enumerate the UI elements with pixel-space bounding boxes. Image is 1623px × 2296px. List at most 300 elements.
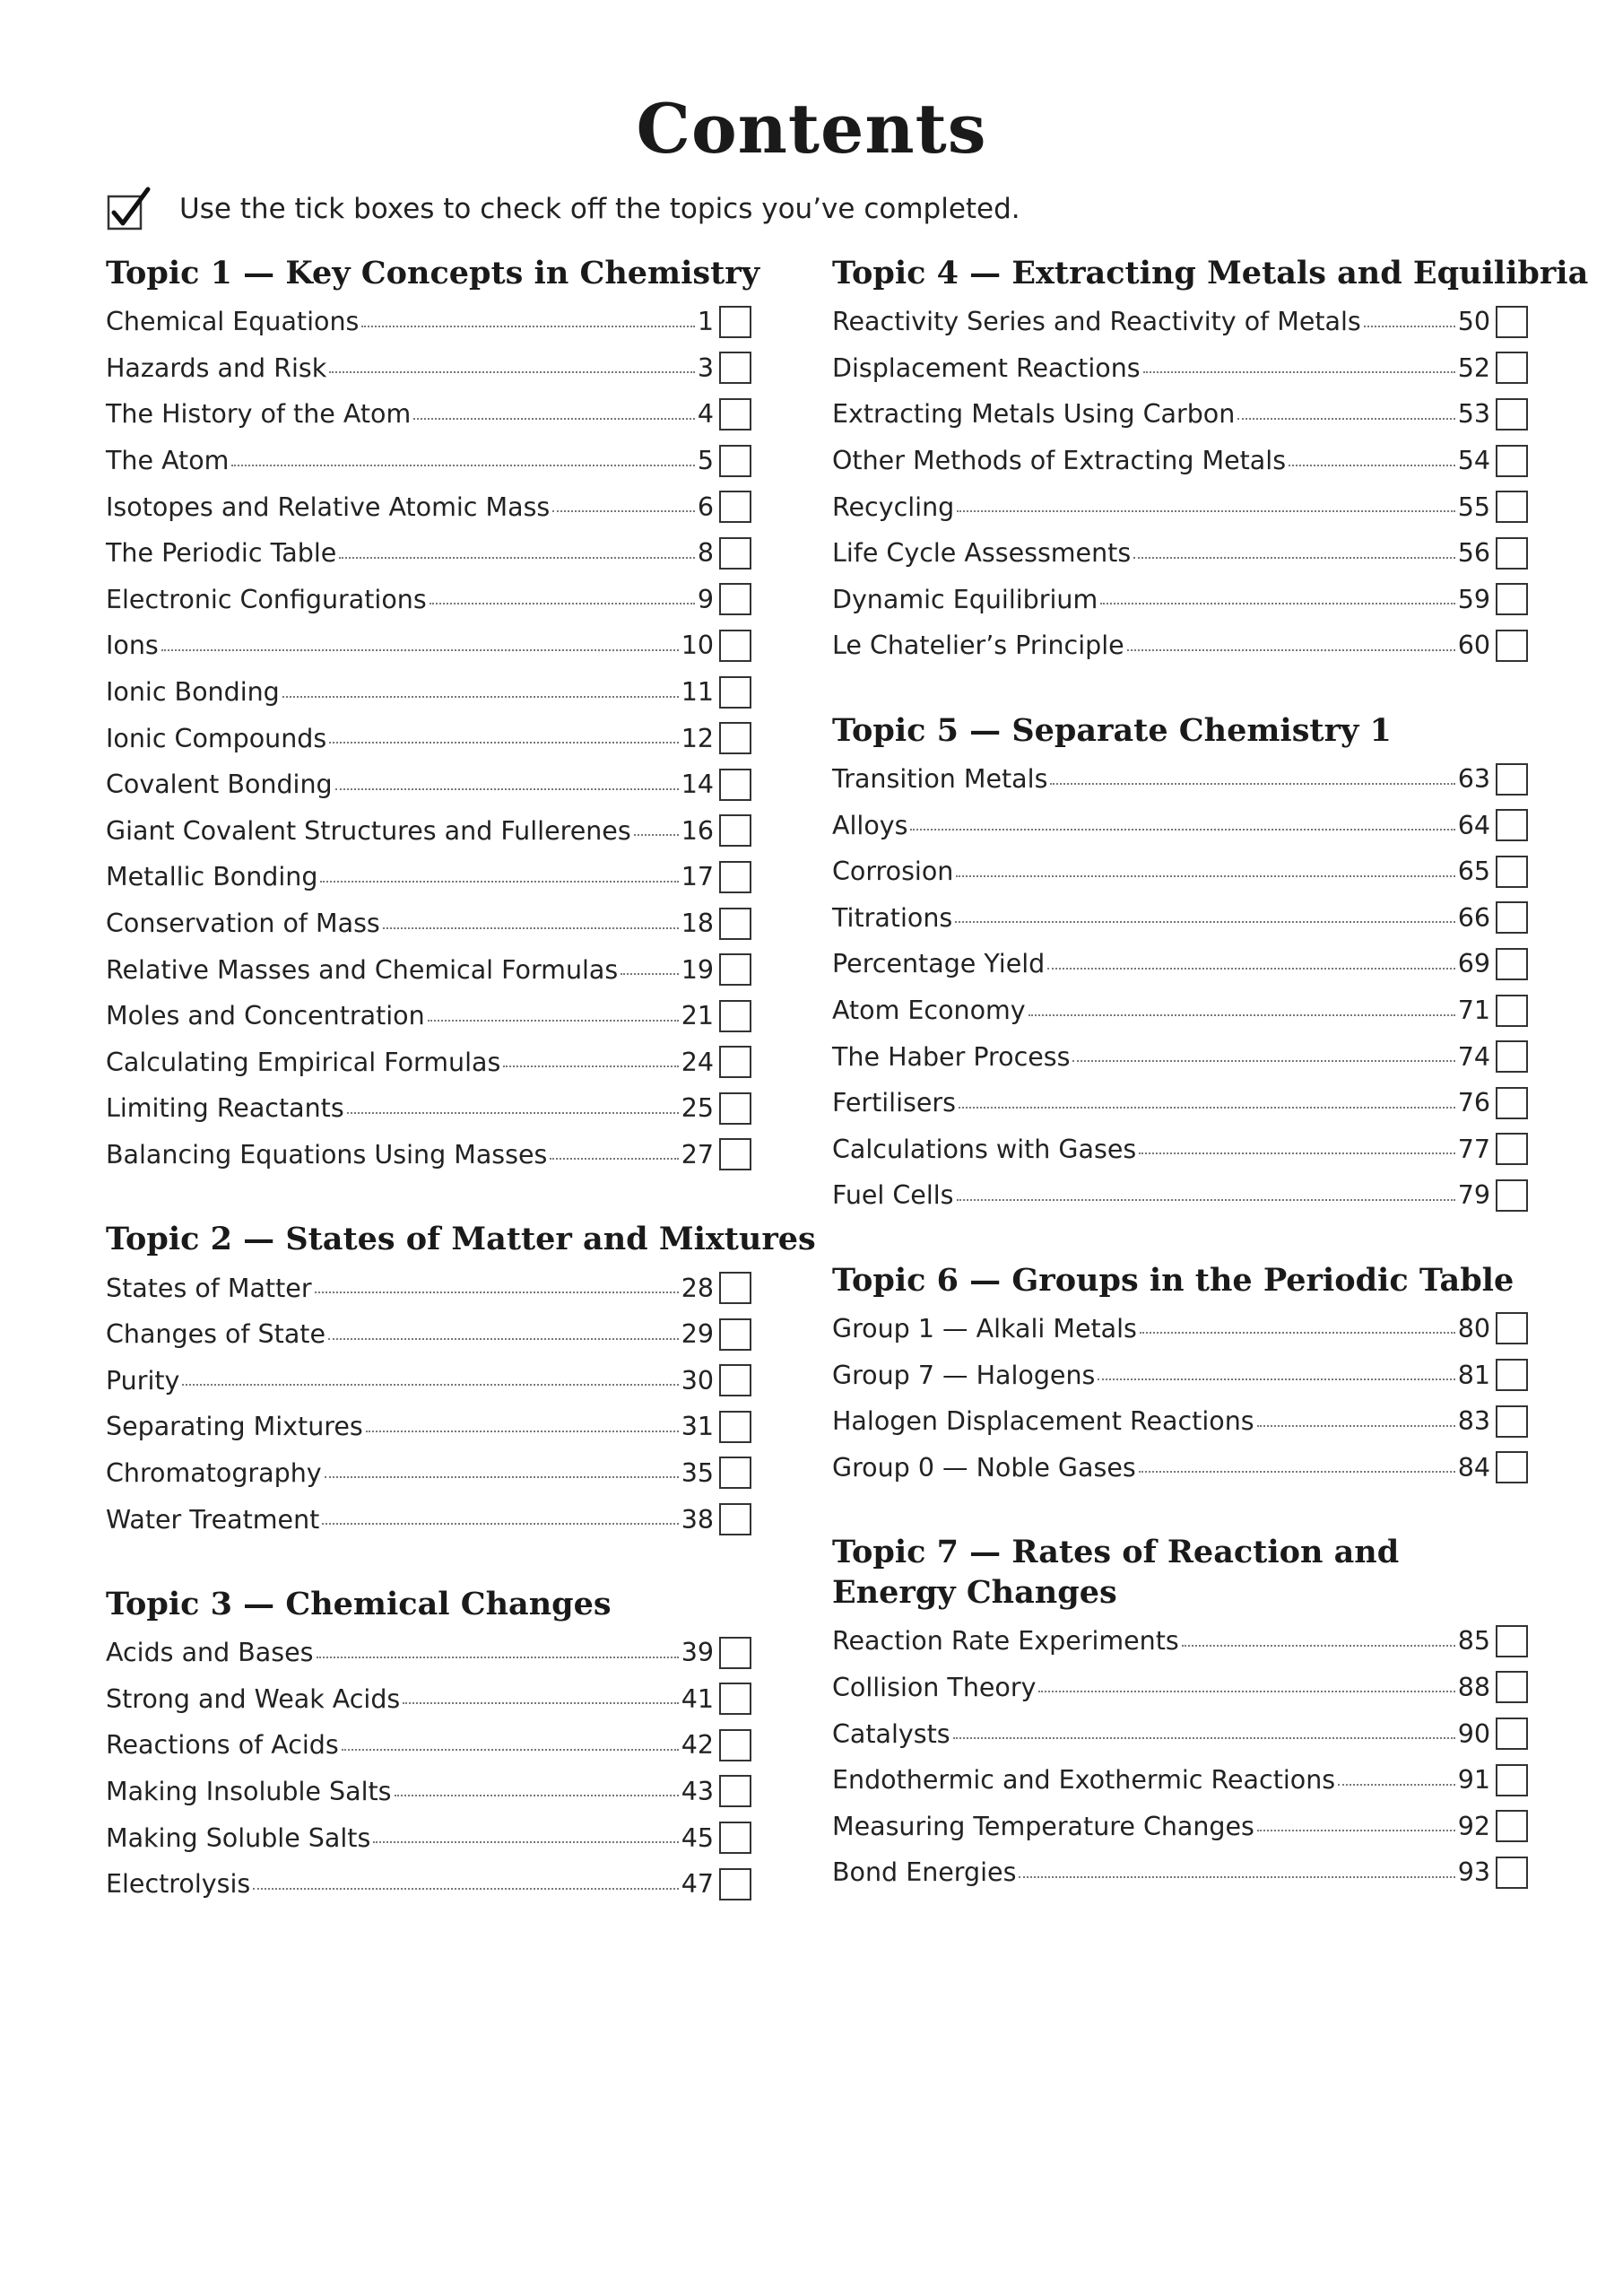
tick-box[interactable] [1496,491,1528,523]
contents-entry-metallic-bonding [106,854,751,900]
entry-title: Making Soluble Salts [106,1822,371,1853]
entry-page-number: 16 [681,815,714,846]
contents-entry-atom-economy [832,987,1528,1034]
dot-leader [1127,649,1455,651]
dot-leader [1038,1691,1454,1692]
entry-page-number: 45 [681,1822,714,1853]
tick-box[interactable] [719,1729,751,1761]
dot-leader [182,1384,678,1386]
entry-page-number: 80 [1457,1313,1490,1344]
entry-title: Ionic Compounds [106,723,327,753]
dot-leader [957,1199,1455,1201]
tick-box[interactable] [719,908,751,940]
contents-entry-bond-energies [832,1849,1528,1896]
entry-page-number: 8 [697,538,714,569]
contents-entry-halogen-displacement-reactions [832,1398,1528,1445]
contents-entry-electronic-configurations [106,577,751,623]
contents-entry-fertilisers [832,1080,1528,1126]
dot-leader [342,1749,679,1751]
contents-entry-water-treatment [106,1496,751,1543]
entry-title: Halogen Displacement Reactions [832,1406,1254,1437]
contents-entry-giant-covalent-structures-and-fullerenes [106,808,751,855]
entry-page-number: 6 [697,491,714,522]
entry-title: Life Cycle Assessments [832,538,1132,569]
entry-page-number: 56 [1457,538,1490,569]
entry-title: The Periodic Table [106,538,337,569]
contents-entry-life-cycle-assessments [832,530,1528,577]
entry-title: Strong and Weak Acids [106,1683,401,1714]
entry-page-number: 84 [1457,1452,1490,1483]
tick-box[interactable] [719,1364,751,1396]
contents-entry-dynamic-equilibrium [832,577,1528,623]
tick-box[interactable] [1496,398,1528,430]
entry-page-number: 11 [681,677,714,708]
contents-entry-acids-and-bases [106,1630,751,1676]
contents-entry-separating-mixtures [106,1404,751,1450]
tick-box[interactable] [719,491,751,523]
dot-leader [430,603,695,604]
dot-leader [322,1523,678,1525]
entry-title: Group 1 — Alkali Metals [832,1313,1137,1344]
contents-entry-moles-and-concentration [106,993,751,1039]
entry-page-number: 24 [681,1047,714,1077]
contents-entry-ionic-bonding [106,669,751,716]
entry-page-number: 91 [1457,1765,1490,1796]
dot-leader [1133,557,1455,559]
contents-entry-making-soluble-salts [106,1814,751,1861]
entry-page-number: 43 [681,1776,714,1806]
contents-entry-group-0-noble-gases [832,1444,1528,1491]
entry-title: Endothermic and Exothermic Reactions [832,1765,1336,1796]
contents-entry-percentage-yield [832,941,1528,987]
entry-page-number: 3 [697,352,714,383]
entry-page-number: 90 [1457,1718,1490,1749]
tick-box[interactable] [1496,1405,1528,1438]
contents-entry-conservation-of-mass [106,900,751,947]
dot-leader [328,1338,679,1340]
tick-box[interactable] [1496,583,1528,615]
entry-title: Balancing Equations Using Masses [106,1139,548,1170]
contents-entry-the-periodic-table [106,530,751,577]
tick-box[interactable] [1496,1764,1528,1796]
entry-title: Titrations [832,902,953,933]
dot-leader [1182,1645,1455,1647]
tick-box[interactable] [1496,630,1528,662]
dot-leader [282,696,679,698]
entry-title: Calculations with Gases [832,1134,1137,1164]
topic-heading [106,253,760,293]
contents-entry-other-methods-of-extracting-metals [832,438,1528,484]
dot-leader [1028,1014,1455,1016]
entry-page-number: 28 [681,1273,714,1303]
dot-leader [552,510,695,512]
tick-box[interactable] [719,1503,751,1535]
tick-box[interactable] [719,630,751,662]
entry-title: Percentage Yield [832,949,1046,979]
topic-heading [106,1219,816,1259]
entry-title: Displacement Reactions [832,352,1141,383]
entry-page-number: 9 [697,584,714,614]
tick-box[interactable] [719,352,751,384]
dot-leader [957,510,1454,512]
tick-box-icon [106,186,152,232]
entry-page-number: 85 [1457,1626,1490,1657]
entry-title: Chromatography [106,1457,322,1488]
entry-page-number: 60 [1457,631,1490,661]
tick-box[interactable] [1496,352,1528,384]
dot-leader [953,1737,1455,1739]
contents-entry-relative-masses-and-chemical-formulas [106,946,751,993]
entry-title: Other Methods of Extracting Metals [832,446,1287,476]
contents-entry-limiting-reactants [106,1085,751,1132]
tick-box[interactable] [719,1683,751,1715]
entry-page-number: 41 [681,1683,714,1714]
entry-title: Separating Mixtures [106,1412,363,1442]
topic-heading-line: Topic 1 — Key Concepts in Chemistry [106,255,760,291]
tick-box[interactable] [719,769,751,801]
entry-title: Corrosion [832,857,954,887]
contents-entry-collision-theory [832,1665,1528,1711]
dot-leader [1140,1332,1455,1334]
dot-leader [959,1107,1455,1109]
tick-box[interactable] [719,1411,751,1443]
entry-title: Reactivity Series and Reactivity of Metals [832,307,1361,337]
contents-entry-reaction-rate-experiments [832,1618,1528,1665]
topic-heading-line: Topic 4 — Extracting Metals and Equilibria [832,255,1589,291]
dot-leader [361,326,695,327]
entry-title: Metallic Bonding [106,862,318,892]
dot-leader [1139,1152,1455,1154]
dot-leader [347,1112,679,1114]
contents-entry-reactivity-series-and-reactivity-of-metals [832,299,1528,345]
entry-page-number: 38 [681,1504,714,1535]
tick-box[interactable] [1496,1857,1528,1889]
contents-entry-covalent-bonding [106,761,751,808]
tick-box[interactable] [1496,763,1528,796]
tick-box[interactable] [719,1637,751,1669]
contents-entry-extracting-metals-using-carbon [832,391,1528,438]
entry-title: Fertilisers [832,1088,956,1118]
entry-title: Limiting Reactants [106,1093,344,1124]
dot-leader [1257,1425,1455,1427]
entry-page-number: 74 [1457,1041,1490,1072]
contents-entry-hazards-and-risk [106,345,751,392]
contents-entry-strong-and-weak-acids [106,1675,751,1722]
topic-section [106,1219,816,1543]
contents-entry-purity [106,1357,751,1404]
entry-page-number: 35 [681,1457,714,1488]
entry-title: Moles and Concentration [106,1001,425,1031]
tick-box[interactable] [719,814,751,847]
entry-page-number: 39 [681,1638,714,1668]
dot-leader [1072,1060,1454,1062]
dot-leader [621,973,678,975]
dot-leader [315,1292,679,1293]
dot-leader [1338,1784,1455,1786]
dot-leader [335,788,679,790]
tick-box[interactable] [719,1138,751,1170]
topic-section [832,1260,1528,1491]
entry-page-number: 59 [1457,584,1490,614]
topic-section [832,253,1589,669]
tick-box[interactable] [719,1868,751,1900]
tick-box[interactable] [719,1046,751,1078]
page-title: Contents [636,89,987,169]
entry-page-number: 79 [1457,1180,1490,1211]
tick-box[interactable] [1496,1179,1528,1212]
entry-title: Hazards and Risk [106,352,327,383]
entry-page-number: 25 [681,1093,714,1124]
contents-entry-recycling [832,483,1528,530]
entry-page-number: 4 [697,399,714,430]
contents-entry-chromatography [106,1450,751,1497]
entry-page-number: 66 [1457,902,1490,933]
tick-box[interactable] [1496,901,1528,934]
topic-heading [832,710,1528,751]
entry-page-number: 19 [681,954,714,985]
entry-title: Ions [106,631,159,661]
entry-page-number: 42 [681,1730,714,1761]
dot-leader [366,1431,679,1432]
tick-box[interactable] [719,445,751,477]
tick-box[interactable] [719,306,751,338]
tick-box[interactable] [719,722,751,754]
entry-title: Water Treatment [106,1504,320,1535]
entry-title: Electronic Configurations [106,584,427,614]
dot-leader [634,834,679,836]
contents-entry-electrolysis [106,1861,751,1908]
entry-title: Dynamic Equilibrium [832,584,1098,614]
dot-leader [329,371,695,373]
entry-title: Ionic Bonding [106,677,280,708]
tick-box[interactable] [1496,1718,1528,1750]
instruction-text: Use the tick boxes to check off the topics you’ve completed. [179,193,1020,225]
topic-heading [832,253,1589,293]
tick-box[interactable] [719,1775,751,1807]
tick-box[interactable] [1496,1359,1528,1391]
entry-title: Catalysts [832,1718,950,1749]
tick-box[interactable] [1496,1451,1528,1483]
tick-box[interactable] [1496,948,1528,980]
tick-box[interactable] [719,1272,751,1304]
entry-title: States of Matter [106,1273,312,1303]
dot-leader [395,1795,679,1796]
entry-page-number: 81 [1457,1360,1490,1390]
entry-title: Extracting Metals Using Carbon [832,399,1236,430]
entry-title: Covalent Bonding [106,770,333,800]
topic-heading [106,1584,751,1624]
entry-title: Fuel Cells [832,1180,954,1211]
contents-entry-making-insoluble-salts [106,1769,751,1815]
topic-heading-line: Energy Changes [832,1574,1117,1612]
entry-title: Purity [106,1365,180,1396]
topic-section [106,253,760,1178]
entry-title: Relative Masses and Chemical Formulas [106,954,619,985]
topic-heading [832,1260,1528,1300]
tick-box[interactable] [1496,1625,1528,1657]
dot-leader [1019,1876,1454,1878]
contents-entry-le-chatelier-s-principle [832,622,1528,669]
entry-title: Bond Energies [832,1857,1017,1888]
entry-title: Electrolysis [106,1869,251,1900]
contents-entry-calculating-empirical-formulas [106,1039,751,1086]
left-column [106,253,816,1948]
entry-page-number: 18 [681,909,714,939]
entry-title: The Haber Process [832,1041,1071,1072]
contents-entry-corrosion [832,848,1528,895]
contents-entry-group-1-alkali-metals [832,1306,1528,1352]
entry-page-number: 31 [681,1412,714,1442]
tick-box[interactable] [719,583,751,615]
tick-box[interactable] [719,1000,751,1032]
dot-leader [956,875,1454,877]
contents-entry-titrations [832,895,1528,942]
dot-leader [161,649,679,651]
tick-box[interactable] [1496,995,1528,1027]
dot-leader [1143,371,1455,373]
dot-leader [403,1702,678,1704]
topic-section [832,1532,1528,1896]
entry-title: The Atom [106,446,230,476]
tick-box[interactable] [719,676,751,709]
entry-page-number: 27 [681,1139,714,1170]
tick-box[interactable] [1496,809,1528,841]
right-column [832,253,1589,1937]
dot-leader [325,1476,679,1478]
dot-leader [253,1888,679,1890]
tick-box[interactable] [719,1457,751,1489]
entry-title: Le Chatelier’s Principle [832,631,1124,661]
dot-leader [1289,465,1455,466]
entry-page-number: 69 [1457,949,1490,979]
topic-heading [832,1532,1528,1613]
entry-title: Isotopes and Relative Atomic Mass [106,491,551,522]
dot-leader [339,557,695,559]
entry-page-number: 55 [1457,491,1490,522]
tick-box[interactable] [1496,445,1528,477]
tick-box[interactable] [1496,1133,1528,1165]
entry-page-number: 71 [1457,996,1490,1026]
dot-leader [317,1657,679,1658]
contents-entry-isotopes-and-relative-atomic-mass [106,483,751,530]
entry-title: Atom Economy [832,996,1026,1026]
tick-box[interactable] [1496,1810,1528,1842]
tick-box[interactable] [719,537,751,570]
entry-page-number: 29 [681,1319,714,1350]
entry-title: Acids and Bases [106,1638,314,1668]
tick-box[interactable] [719,398,751,430]
contents-entry-calculations-with-gases [832,1126,1528,1173]
entry-page-number: 1 [697,307,714,337]
tick-box[interactable] [1496,856,1528,888]
dot-leader [373,1841,678,1843]
contents-entry-ionic-compounds [106,715,751,761]
tick-box[interactable] [719,1318,751,1351]
entry-page-number: 52 [1457,352,1490,383]
entry-page-number: 54 [1457,446,1490,476]
instruction-row [106,183,1020,235]
tick-box[interactable] [1496,1087,1528,1119]
dot-leader [413,418,695,420]
entry-title: Making Insoluble Salts [106,1776,392,1806]
dot-leader [231,465,694,466]
entry-title: The History of the Atom [106,399,412,430]
tick-box[interactable] [1496,1671,1528,1703]
entry-page-number: 47 [681,1869,714,1900]
entry-page-number: 30 [681,1365,714,1396]
entry-page-number: 5 [697,446,714,476]
dot-leader [1100,603,1455,604]
tick-box[interactable] [1496,537,1528,570]
dot-leader [320,881,678,883]
entry-title: Chemical Equations [106,307,360,337]
entry-page-number: 53 [1457,399,1490,430]
dot-leader [1098,1378,1454,1380]
tick-box[interactable] [1496,1040,1528,1073]
dot-leader [1364,326,1455,327]
dot-leader [910,829,1454,831]
entry-title: Transition Metals [832,764,1048,795]
tick-box[interactable] [719,1822,751,1854]
tick-box[interactable] [1496,306,1528,338]
contents-entry-ions [106,622,751,669]
entry-page-number: 77 [1457,1134,1490,1164]
entry-title: Calculating Empirical Formulas [106,1047,501,1077]
entry-title: Group 0 — Noble Gases [832,1452,1136,1483]
dot-leader [1047,968,1454,970]
entry-page-number: 21 [681,1001,714,1031]
topic-heading-line: Topic 3 — Chemical Changes [106,1585,612,1622]
entry-title: Conservation of Mass [106,909,380,939]
contents-entry-group-7-halogens [832,1352,1528,1398]
entry-page-number: 93 [1457,1857,1490,1888]
contents-entry-displacement-reactions [832,345,1528,392]
entry-title: Alloys [832,810,908,840]
dot-leader [428,1020,679,1022]
tick-box[interactable] [719,1092,751,1125]
contents-entry-balancing-equations-using-masses [106,1132,751,1178]
dot-leader [955,921,1454,923]
entry-title: Collision Theory [832,1672,1037,1702]
contents-entry-fuel-cells [832,1172,1528,1219]
tick-box[interactable] [1496,1312,1528,1344]
dot-leader [1237,418,1454,420]
entry-title: Reaction Rate Experiments [832,1626,1179,1657]
contents-entry-changes-of-state [106,1311,751,1358]
entry-title: Giant Covalent Structures and Fullerenes [106,815,631,846]
entry-page-number: 64 [1457,810,1490,840]
contents-entry-reactions-of-acids [106,1722,751,1769]
entry-title: Recycling [832,491,955,522]
tick-box[interactable] [719,953,751,986]
entry-page-number: 63 [1457,764,1490,795]
entry-page-number: 17 [681,862,714,892]
dot-leader [503,1065,678,1067]
entry-page-number: 76 [1457,1088,1490,1118]
entry-page-number: 10 [681,631,714,661]
entry-title: Group 7 — Halogens [832,1360,1096,1390]
topic-heading-line: Topic 7 — Rates of Reaction and [832,1534,1400,1571]
topic-section [106,1584,751,1908]
topic-heading-line: Topic 6 — Groups in the Periodic Table [832,1261,1515,1299]
dot-leader [1257,1830,1455,1831]
contents-entry-states-of-matter [106,1265,751,1311]
contents-entry-the-history-of-the-atom [106,391,751,438]
tick-box[interactable] [719,861,751,893]
entry-title: Reactions of Acids [106,1730,339,1761]
dot-leader [329,742,678,744]
contents-entry-catalysts [832,1710,1528,1757]
